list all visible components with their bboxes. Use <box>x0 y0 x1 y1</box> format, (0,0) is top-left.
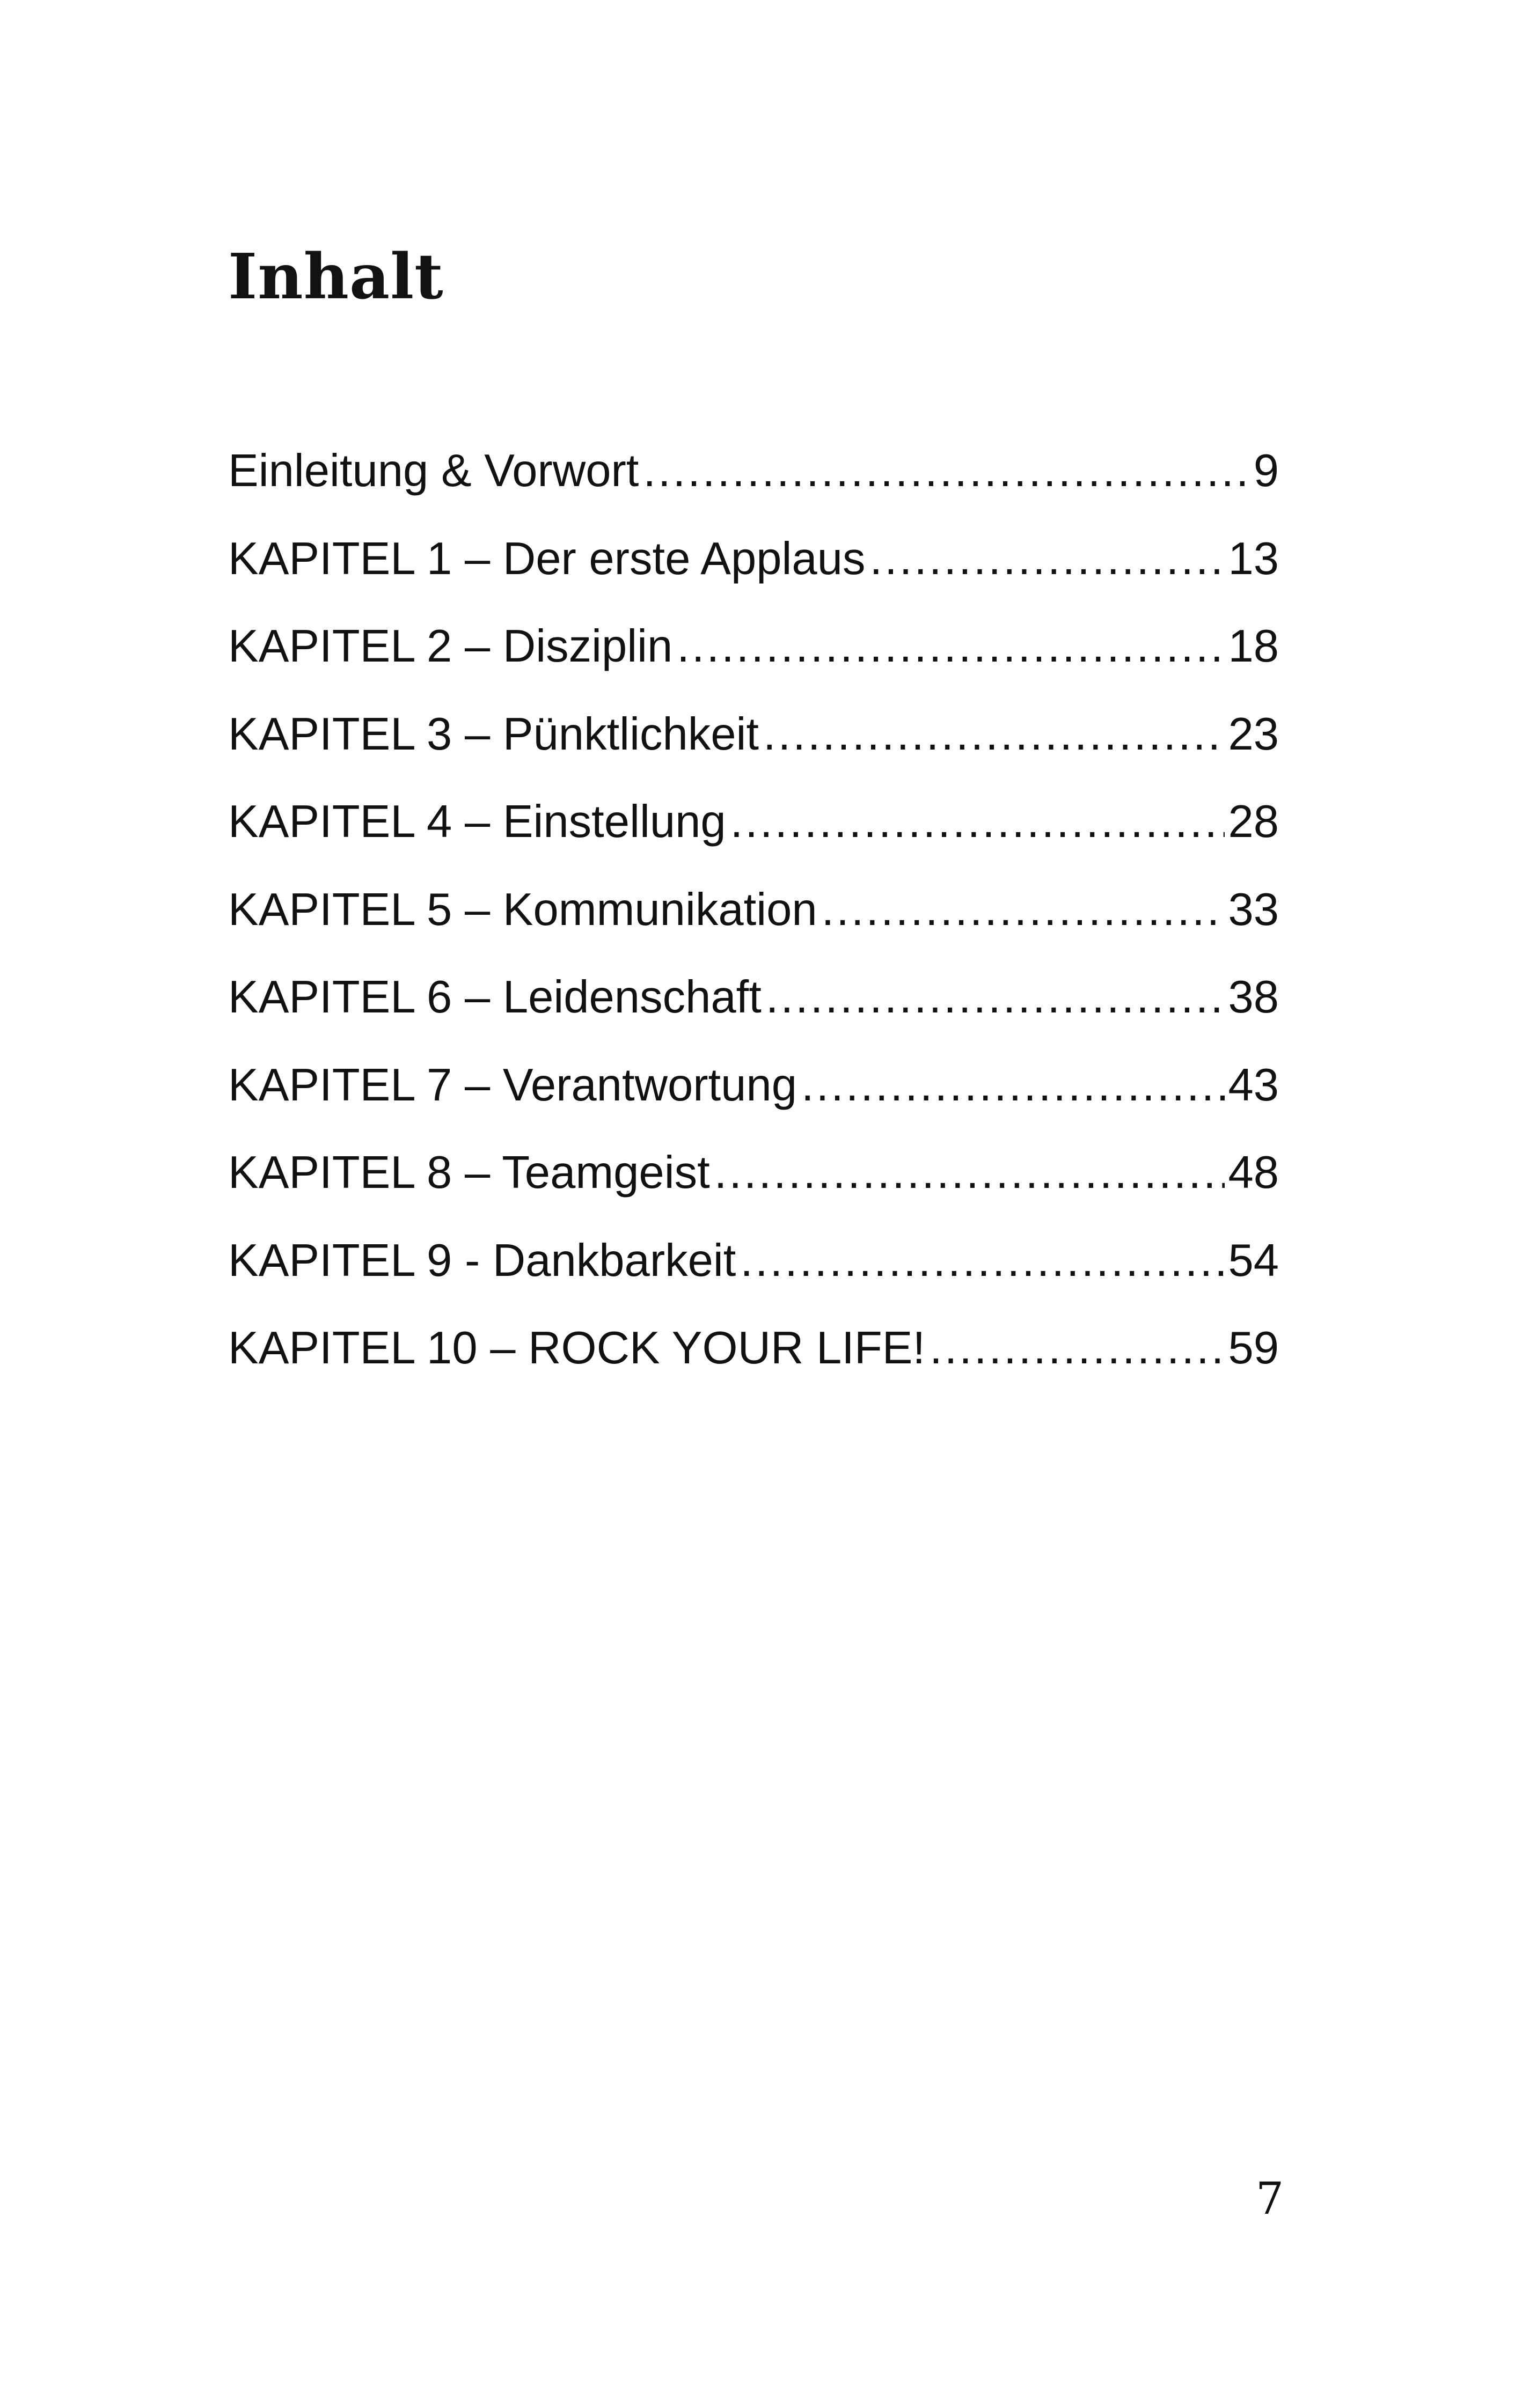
toc-entry-page-number: 23 <box>1228 708 1279 760</box>
page-number: 7 <box>1256 2174 1284 2225</box>
toc-dot-leader <box>740 1234 1225 1288</box>
toc-entry-label: KAPITEL 3 – Pünktlichkeit <box>228 708 759 760</box>
toc-entry-page-number: 59 <box>1228 1323 1279 1374</box>
toc-dot-leader <box>677 620 1225 673</box>
toc-entry-label: KAPITEL 1 – Der erste Applaus <box>228 533 866 584</box>
toc-entry <box>228 620 1279 708</box>
table-of-contents <box>228 444 1279 1409</box>
toc-entry-label: KAPITEL 4 – Einstellung <box>228 796 726 847</box>
toc-entry-page-number: 43 <box>1228 1059 1279 1111</box>
toc-entry-label: KAPITEL 6 – Leidenschaft <box>228 972 762 1023</box>
toc-entry <box>228 444 1279 532</box>
toc-entry-page-number: 9 <box>1253 445 1279 496</box>
toc-entry <box>228 883 1279 971</box>
toc-entry-page-number: 28 <box>1228 796 1279 847</box>
toc-entry-label: KAPITEL 8 – Teamgeist <box>228 1147 710 1198</box>
toc-entry <box>228 1322 1279 1409</box>
toc-entry <box>228 1146 1279 1234</box>
toc-entry-page-number: 13 <box>1228 533 1279 584</box>
toc-entry-label: KAPITEL 10 – ROCK YOUR LIFE! <box>228 1323 926 1374</box>
toc-entry-label: KAPITEL 5 – Kommunikation <box>228 884 817 935</box>
toc-entry-page-number: 54 <box>1228 1235 1279 1286</box>
toc-entry <box>228 532 1279 620</box>
toc-entry-label: Einleitung & Vorwort <box>228 445 639 496</box>
toc-dot-leader <box>766 971 1225 1024</box>
toc-entry <box>228 971 1279 1059</box>
toc-entry <box>228 708 1279 796</box>
toc-dot-leader <box>930 1322 1225 1375</box>
toc-entry <box>228 1234 1279 1322</box>
toc-entry <box>228 1059 1279 1147</box>
page-title: Inhalt <box>228 240 444 313</box>
toc-dot-leader <box>643 444 1250 498</box>
toc-dot-leader <box>730 795 1225 849</box>
toc-dot-leader <box>763 708 1225 761</box>
toc-entry-page-number: 33 <box>1228 884 1279 935</box>
toc-entry-label: KAPITEL 9 - Dankbarkeit <box>228 1235 736 1286</box>
toc-dot-leader <box>801 1059 1225 1112</box>
toc-entry-page-number: 38 <box>1228 972 1279 1023</box>
toc-dot-leader <box>714 1146 1225 1200</box>
toc-entry-page-number: 18 <box>1228 621 1279 672</box>
toc-entry-page-number: 48 <box>1228 1147 1279 1198</box>
toc-dot-leader <box>822 883 1225 937</box>
toc-dot-leader <box>869 532 1225 586</box>
toc-entry-label: KAPITEL 7 – Verantwortung <box>228 1059 797 1111</box>
toc-entry-label: KAPITEL 2 – Disziplin <box>228 621 673 672</box>
toc-entry <box>228 795 1279 883</box>
